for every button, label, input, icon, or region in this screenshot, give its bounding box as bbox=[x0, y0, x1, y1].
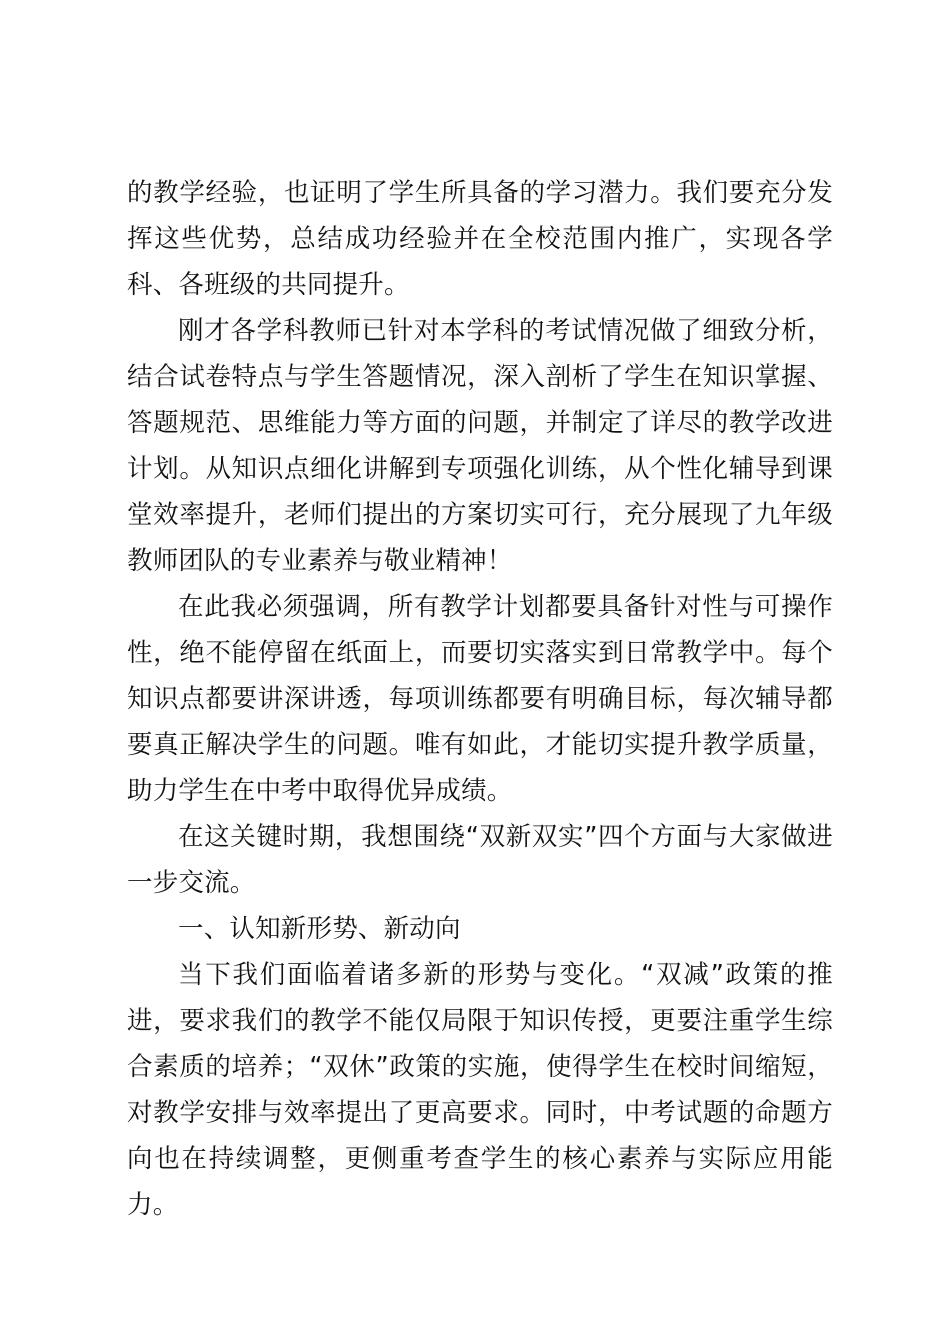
paragraph-exchange: 在这关键时期，我想围绕“双新双实”四个方面与大家做进一步交流。 bbox=[127, 822, 833, 898]
paragraph-emphasis: 在此我必须强调，所有教学计划都要具备针对性与可操作性，绝不能停留在纸面上，而要切实落实到日常教学中。每个知识点都要讲深讲透，每项训练都要有明确目标，每次辅导都要真正解决学生的问题。唯有如此，才能切实提升教学质量，助力学生在中考中取得优异成绩。 bbox=[127, 592, 833, 806]
document-body bbox=[127, 170, 833, 1228]
paragraph-teacher-analysis: 刚才各学科教师已针对本学科的考试情况做了细致分析，结合试卷特点与学生答题情况，深入剖析了学生在知识掌握、答题规范、思维能力等方面的问题，并制定了详尽的教学改进计划。从知识点细化讲解到专项强化训练，从个性化辅导到课堂效率提升，老师们提出的方案切实可行，充分展现了九年级教师团队的专业素养与敬业精神！ bbox=[127, 316, 833, 576]
section-heading-1: 一、认知新形势、新动向 bbox=[178, 914, 461, 944]
paragraph-new-situation: 当下我们面临着诸多新的形势与变化。“双减”政策的推进，要求我们的教学不能仅局限于知识传授，更要注重学生综合素质的培养；“双休”政策的实施，使得学生在校时间缩短，对教学安排与效率提出了更高要求。同时，中考试题的命题方向也在持续调整，更侧重考查学生的核心素养与实际应用能力。 bbox=[127, 960, 833, 1220]
paragraph-continuation: 的教学经验，也证明了学生所具备的学习潜力。我们要充分发挥这些优势，总结成功经验并在全校范围内推广，实现各学科、各班级的共同提升。 bbox=[127, 178, 833, 300]
